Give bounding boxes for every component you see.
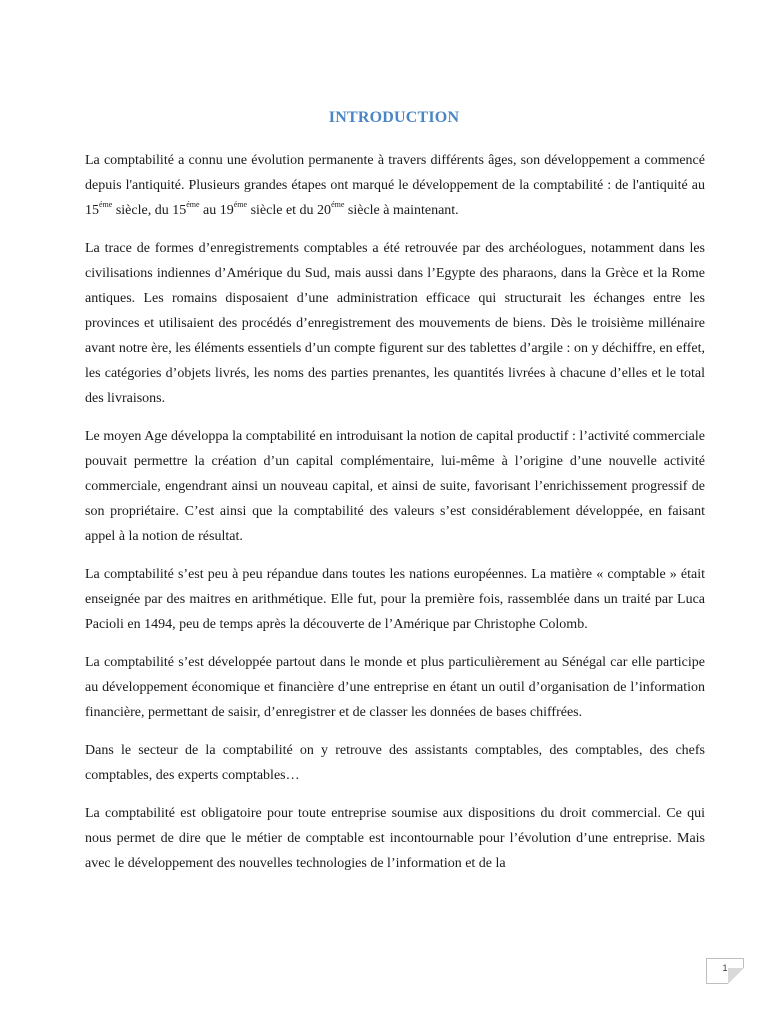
- paragraph-europe-spread: La comptabilité s’est peu à peu répandue dans toutes les nations européennes. La matière « comptable » était enseignée par des maitres en arithmétique. Elle fut, pour la première fois, rassemblée dans un traité par Luca Pacioli en 1494, peu de temps après la découverte de l’Amérique par Christophe Colomb.: [85, 567, 705, 632]
- paragraph-text: siècle à maintenant.: [344, 203, 459, 218]
- paragraph-text: au 19: [199, 203, 234, 218]
- paragraph-ancient-records: La trace de formes d’enregistrements comptables a été retrouvée par des archéologues, notamment dans les civilisations indiennes d’Amérique du Sud, mais aussi dans l’Egypte des pharaons, dans la Grèce et la Rome antiques. Les romains disposaient d’une administration efficace qui structurait les échanges entre les provinces et utilisaient des procédés d’enregistrement des mouvements de biens. Dès le troisième millénaire avant notre ère, les éléments essentiels d’un compte figurent sur des tablettes d’argile : on y déchiffre, en effet, les catégories d’objets livrés, les noms des parties prenantes, les quantités livrées à chacune d’elles et le total des livraisons.: [85, 241, 705, 406]
- page-number: 1: [722, 963, 728, 973]
- page-fold-icon: [728, 968, 744, 984]
- paragraph-text: La comptabilité a connu une évolution permanente à travers différents âges, son développement a commencé depuis l'antiquité. Plusieurs grandes étapes ont marqué le développement de la comptabilité : de l'antiquité au 15: [85, 153, 705, 218]
- superscript: éme: [331, 200, 345, 209]
- page-title: INTRODUCTION: [328, 109, 460, 126]
- document-body: [85, 148, 705, 889]
- superscript: éme: [99, 200, 113, 209]
- paragraph-professions: Dans le secteur de la comptabilité on y retrouve des assistants comptables, des comptables, des chefs comptables, des experts comptables…: [85, 743, 705, 783]
- paragraph-middle-ages: Le moyen Age développa la comptabilité en introduisant la notion de capital productif : l’activité commerciale pouvait permettre la création d’un capital complémentaire, lui-même à l’origine d’une nouvelle activité commerciale, engendrant ainsi un nouveau capital, et ainsi de suite, favorisant l’enrichissement progressif de son propriétaire. C’est ainsi que la comptabilité des valeurs s’est considérablement développée, en faisant appel à la notion de résultat.: [85, 429, 705, 544]
- paragraph-text: siècle et du 20: [247, 203, 332, 218]
- paragraph-obligation: La comptabilité est obligatoire pour toute entreprise soumise aux dispositions du droit commercial. Ce qui nous permet de dire que le métier de comptable est incontournable pour l’évolution d’une entreprise. Mais avec le développement des nouvelles technologies de l’information et de la: [85, 806, 705, 871]
- paragraph-text: siècle, du 15: [112, 203, 187, 218]
- superscript: éme: [186, 200, 200, 209]
- superscript: éme: [233, 200, 248, 209]
- paragraph-history-intro: [85, 148, 705, 223]
- paragraph-senegal: La comptabilité s’est développée partout dans le monde et plus particulièrement au Sénégal car elle participe au développement économique et financière d’une entreprise en étant un outil d’organisation de l’information financière, permettant de saisir, d’enregistrer et de classer les données de bases chiffrées.: [85, 655, 705, 720]
- page-number-box: [706, 958, 744, 984]
